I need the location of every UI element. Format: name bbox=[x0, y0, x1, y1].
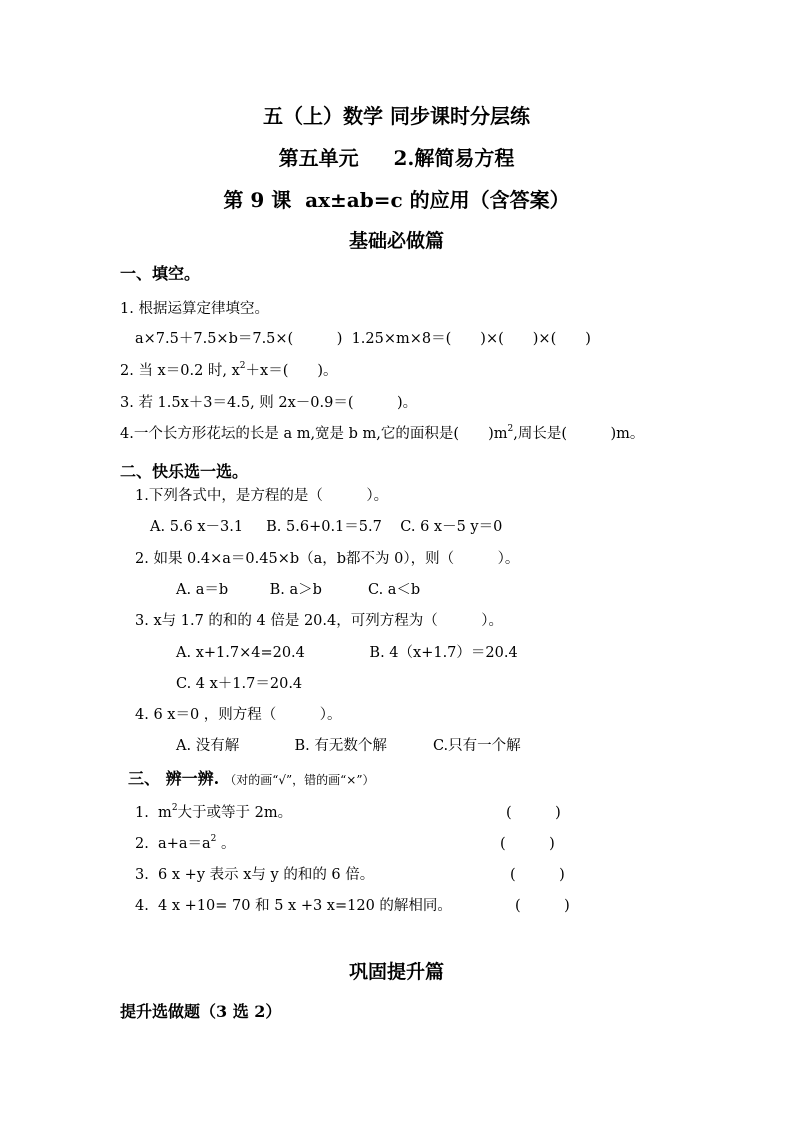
part2-question-2-options: A. a＝b B. a＞b C. a＜b bbox=[176, 582, 421, 598]
part1-question-3: 3. 若 1.5x＋3＝4.5, 则 2x－0.9＝( )。 bbox=[120, 395, 418, 411]
section-advanced-heading: 巩固提升篇 bbox=[348, 961, 444, 983]
part3-note: （对的画“√”，错的画“×”） bbox=[224, 773, 375, 787]
part1-question-4: 4.一个长方形花坛的长是 a m,宽是 b m,它的面积是( )$m^2$,周长是( )m。 bbox=[120, 424, 645, 442]
part1-question-1: 1. 根据运算定律填空。 bbox=[120, 301, 269, 317]
part3-question-3: 3. 6 x +y 表示 x与 y 的和的 6 倍。 bbox=[135, 867, 375, 883]
part3-answer-bracket-2: ( ) bbox=[500, 836, 555, 852]
part3-answer-bracket-4: ( ) bbox=[515, 898, 570, 914]
advanced-subheading: 提升选做题（3 选 2） bbox=[120, 1002, 282, 1021]
part3-question-2: 2. $a+a=a^2$ 。 bbox=[135, 834, 236, 852]
part3-question-1: 1. $m^2$大于或等于 2m。 bbox=[135, 803, 293, 821]
part2-question-3: 3. x与 1.7 的和的 4 倍是 20.4，可列方程为（ ）。 bbox=[135, 613, 503, 629]
part1-question-2: 2. 当 x＝0.2 时, $x^2+x=$( )。 bbox=[120, 361, 338, 379]
part2-question-4: 4. 6 x＝0 ，则方程（ ）。 bbox=[135, 707, 342, 723]
part2-question-3-options: A. x+1.7×4=20.4 B. 4（x+1.7）＝20.4 bbox=[176, 645, 518, 661]
part3-question-4: 4. 4 x +10= 70 和 5 x +3 x=120 的解相同。 bbox=[135, 898, 452, 914]
document-title: 五（上）数学 同步课时分层练 bbox=[263, 104, 530, 128]
part2-heading: 二、快乐选一选。 bbox=[120, 462, 249, 481]
part2-question-4-options: A. 没有解 B. 有无数个解 C.只有一个解 bbox=[176, 738, 521, 754]
lesson-title: 第 9 课 ax±ab=c 的应用（含答案） bbox=[223, 188, 570, 212]
part3-heading-line bbox=[128, 771, 375, 787]
part2-question-3-option-c: C. 4 x＋1.7＝20.4 bbox=[176, 676, 303, 692]
part3-answer-bracket-3: ( ) bbox=[510, 867, 565, 883]
part3-heading: 三、 辨一辨. bbox=[128, 769, 220, 788]
part1-question-1-line: a×7.5＋7.5×b＝7.5×( ) 1.25×m×8＝( )×( )×( ) bbox=[135, 331, 591, 347]
part3-answer-bracket-1: ( ) bbox=[506, 805, 561, 821]
part2-question-1-options: A. 5.6 x－3.1 B. 5.6+0.1＝5.7 C. 6 x－5 y＝0 bbox=[150, 519, 503, 535]
unit-title: 第五单元 2.解简易方程 bbox=[278, 146, 515, 170]
section-basic-heading: 基础必做篇 bbox=[348, 230, 444, 252]
part1-heading: 一、填空。 bbox=[120, 264, 201, 283]
part2-question-1: 1.下列各式中，是方程的是（ ）。 bbox=[135, 488, 389, 504]
part2-question-2: 2. 如果 0.4×a＝0.45×b（a，b都不为 0），则（ ）。 bbox=[135, 551, 520, 567]
